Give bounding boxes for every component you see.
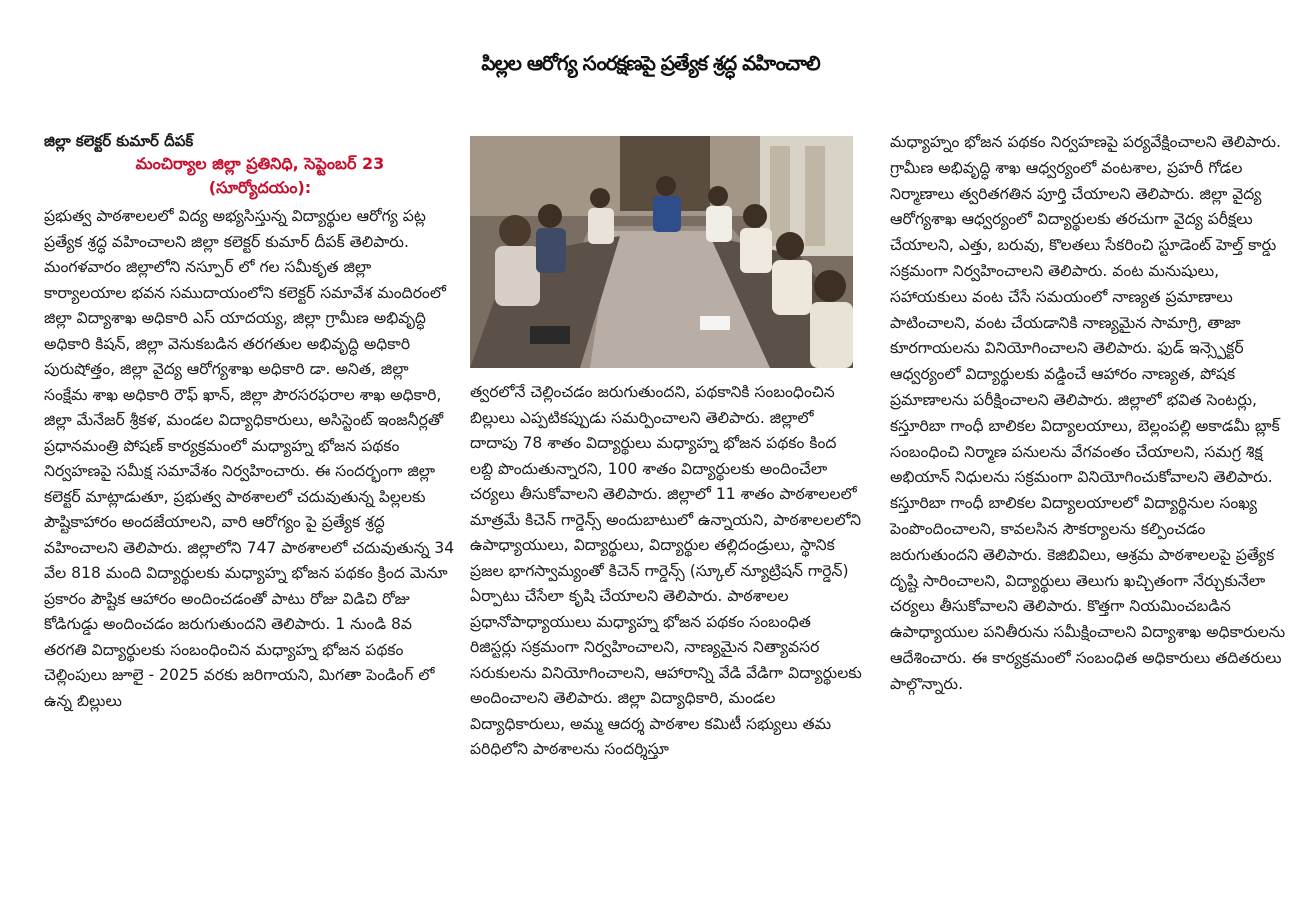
column-2-text: త్వరలోనే చెల్లించడం జరుగుతుందని, పథకానికి సంబంధించిన బిల్లులు ఎప్పటికప్పుడు సమర్పించాలని తెలిపారు. జిల్లాలో దాదాపు 78 శాతం విద్యార్థులు మధ్యాహ్న భోజన పథకం కింద లబ్ది పొందుతున్నారని, 100 శాతం విద్యార్థులకు అందించేలా చర్యలు తీసుకోవాలని తెలిపారు. జిల్లాలో 11 శాతం పాఠశాలలలో మాత్రమే కిచెన్ గార్డెన్స్ అందుబాటులో ఉన్నాయని, పాఠశాలలలోని ఉపాధ్యాయులు, విద్యార్థులు, విద్యార్థుల తల్లిదండ్రులు, స్థానిక ప్రజల భాగస్వామ్యంతో కిచెన్ గార్డెన్స్ (స్కూల్ న్యూట్రిషన్ గార్డెన్) ఏర్పాటు చేసేలా కృషి చేయాలని తెలిపారు. పాఠశాలల ప్రధానోపాధ్యాయులు మధ్యాహ్న భోజన పథకం సంబంధిత రిజిస్టర్లు సక్రమంగా నిర్వహించాలని, నాణ్యమైన నిత్యావసర సరుకులను వినియోగించాలని, ఆహారాన్ని వేడి వేడిగా విద్యార్థులకు అందించాలని తెలిపారు. జిల్లా విద్యాధికారి, మండల విద్యాధికారులు, అమ్మ ఆదర్శ పాఠశాల కమిటీ సభ్యులు తమ పరిధిలోని పాఠశాలను సందర్శిస్తూ bbox=[470, 383, 862, 758]
meeting-photo-image bbox=[470, 136, 853, 368]
column-2 bbox=[470, 380, 862, 763]
column-1 bbox=[44, 130, 456, 714]
byline: జిల్లా కలెక్టర్ కుమార్ దీపక్ bbox=[44, 132, 194, 150]
meeting-photo bbox=[470, 136, 853, 368]
headline: పిల్లల ఆరోగ్య సంరక్షణపై ప్రత్యేక శ్రద్ధ వహించాలి bbox=[481, 51, 820, 75]
column-3 bbox=[890, 130, 1286, 698]
column-1-text: ప్రభుత్వ పాఠశాలలలో విద్య అభ్యసిస్తున్న విద్యార్థుల ఆరోగ్య పట్ల ప్రత్యేక శ్రద్ధ వహించాలని జిల్లా కలెక్టర్ కుమార్ దీపక్ తెలిపారు. మంగళవారం జిల్లాలోని నస్పూర్ లో గల సమీకృత జిల్లా కార్యాలయాల భవన సముదాయంలోని కలెక్టర్ సమావేశ మందిరంలో జిల్లా విద్యాశాఖ అధికారి ఎస్ యాదయ్య, జిల్లా గ్రామీణ అభివృద్ధి అధికారి కిషన్, జిల్లా వెనుకబడిన తరగతుల అభివృద్ధి అధికారి పురుషోత్తం, జిల్లా వైద్య ఆరోగ్యశాఖ అధికారి డా. అనిత, జిల్లా సంక్షేమ శాఖ అధికారి రౌఫ్ ఖాన్, జిల్లా పౌరసరఫరాల శాఖ అధికారి, జిల్లా మేనేజర్ శ్రీకళ, మండల విద్యాధికారులు, అసిస్టెంట్ ఇంజనీర్లతో ప్రధానమంత్రి పోషణ్ కార్యక్రమంలో మధ్యాహ్న భోజన పథకం నిర్వహణపై సమీక్ష సమావేశం నిర్వహించారు. ఈ సందర్భంగా జిల్లా కలెక్టర్ మాట్లాడుతూ, ప్రభుత్వ పాఠశాలలో చదువుతున్న పిల్లలకు పౌష్టికాహారం అందజేయాలని, వారి ఆరోగ్యం పై ప్రత్యేక శ్రద్ధ వహించాలని తెలిపారు. జిల్లాలోని 747 పాఠశాలలో చదువుతున్న 34 వేల 818 మంది విద్యార్థులకు మధ్యాహ్న భోజన పథకం క్రింద మెనూ ప్రకారం పౌష్టిక ఆహారం అందించడంతో పాటు రోజు విడిచి రోజు కోడిగుడ్డు అందించడం జరుగుతుందని తెలిపారు. 1 నుండి 8వ తరగతి విద్యార్థులకు సంబంధించిన మధ్యాహ్న భోజన పథకం చెల్లింపులు జూలై - 2025 వరకు జరిగాయని, మిగతా పెండింగ్ లో ఉన్న బిల్లులు bbox=[44, 207, 455, 710]
column-3-text: మధ్యాహ్నం భోజన పథకం నిర్వహణపై పర్యవేక్షించాలని తెలిపారు. గ్రామీణ అభివృద్ధి శాఖ ఆధ్వర్యంలో వంటశాల, ప్రహరీ గోడల నిర్మాణాలు త్వరితగతిన పూర్తి చేయాలని తెలిపారు. జిల్లా వైద్య ఆరోగ్యశాఖ ఆధ్వర్యంలో విద్యార్థులకు తరచుగా వైద్య పరీక్షలు చేయాలని, ఎత్తు, బరువు, కొలతలు సేకరించి స్టూడెంట్ హెల్త్ కార్డు సక్రమంగా నిర్వహించాలని తెలిపారు. వంట మనుషులు, సహాయకులు వంట చేసే సమయంలో నాణ్యత ప్రమాణాలు పాటించాలని, వంట చేయడానికి నాణ్యమైన సామాగ్రి, తాజా కూరగాయలను వినియోగించాలని తెలిపారు. ఫుడ్ ఇన్స్పెక్టర్ ఆధ్వర్యంలో విద్యార్థులకు వడ్డించే ఆహారం నాణ్యత, పోషక ప్రమాణాలను పరీక్షించాలని తెలిపారు. జిల్లాలో భవిత సెంటర్లు, కస్తూరిబా గాంధీ బాలికల విద్యాలయాలు, బెల్లంపల్లి అకాడమీ బ్లాక్ సంబంధించి నిర్మాణ పనులను వేగవంతం చేయాలని, సమగ్ర శిక్ష అభియాన్ నిధులను సక్రమంగా వినియోగించుకోవాలని తెలిపారు. కస్తూరిబా గాంధీ బాలికల విద్యాలయాలలో విద్యార్థినుల సంఖ్య పెంపొందించాలని, కావలసిన సౌకర్యాలను కల్పించడం జరుగుతుందని తెలిపారు. కెజిబివిలు, ఆశ్రమ పాఠశాలలపై ప్రత్యేక దృష్టి సారించాలని, విద్యార్థులు తెలుగు ఖచ్చితంగా నేర్చుకునేలా చర్యలు తీసుకోవాలని తెలిపారు. కొత్తగా నియమించబడిన ఉపాధ్యాయుల పనితీరును సమీక్షించాలని విద్యాశాఖ అధికారులను ఆదేశించారు. ఈ కార్యక్రమంలో సంబంధిత అధికారులు తదితరులు పాల్గొన్నారు. bbox=[890, 133, 1286, 693]
dateline: మంచిర్యాల జిల్లా ప్రతినిధి, సెప్టెంబర్ 23 (సూర్యోదయం): bbox=[135, 154, 385, 197]
